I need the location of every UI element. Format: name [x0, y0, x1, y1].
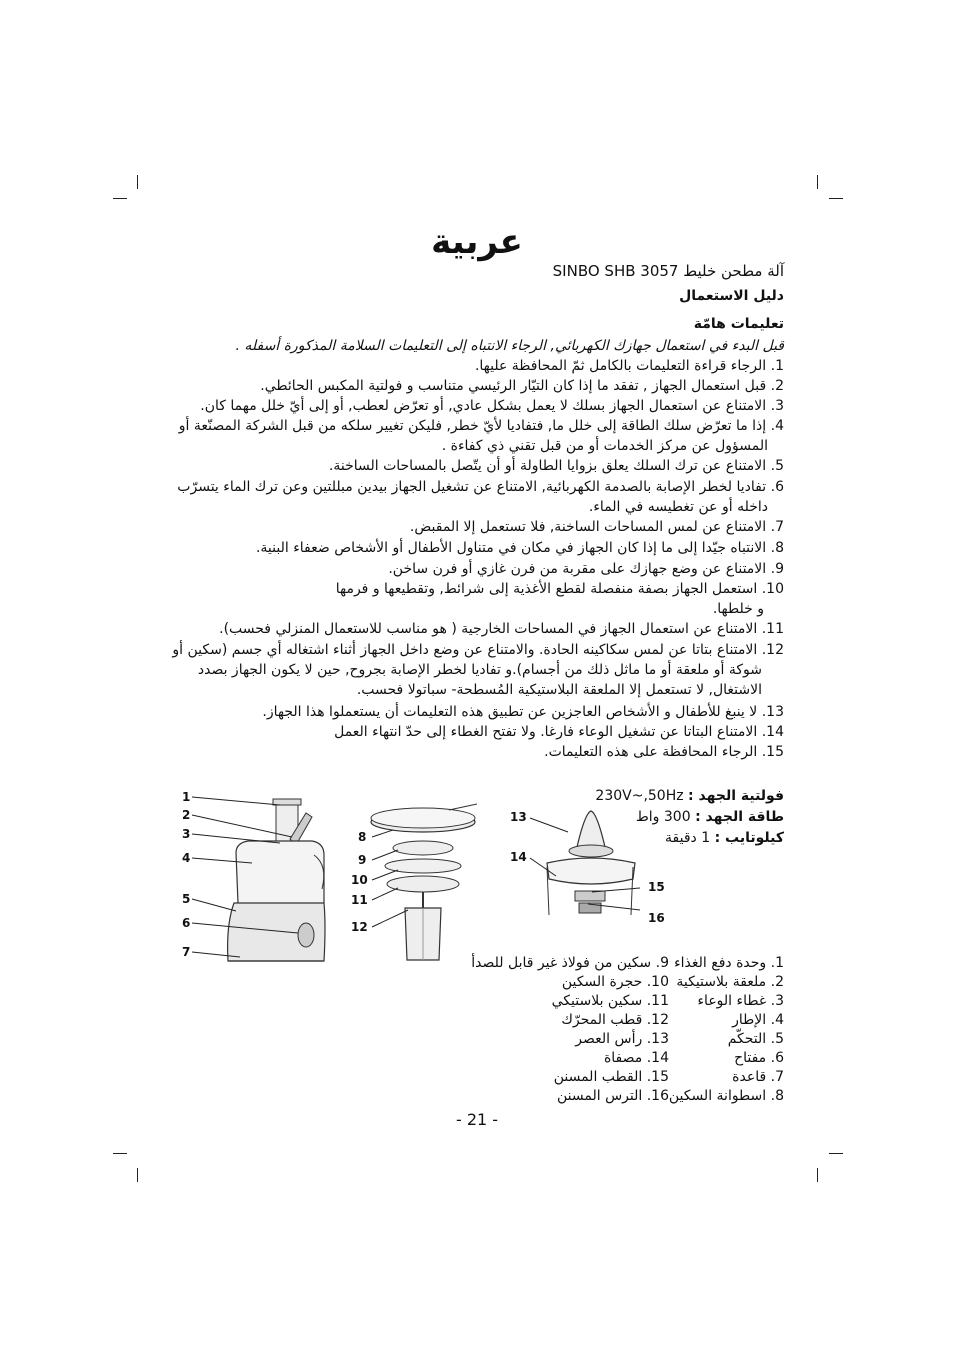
guide-heading: دليل الاستعمال [679, 288, 784, 304]
crop-mark [113, 1153, 127, 1154]
instruction-item: 7. الامتناع عن لمس المساحات الساخنة, فلا تستعمل إلا المقبض. [409, 519, 784, 535]
diagram-number: 10 [351, 873, 368, 887]
instruction-item: 8. الانتباه جيّدا إلى ما إذا كان الجهاز في مكان في متناول الأطفال أو الأشخاص ضعفاء البنية. [255, 540, 784, 556]
intro-text: قبل البدء في استعمال جهازك الكهربائي, الرجاء الانتباه إلى التعليمات السلامة المذكورة أسفله . [235, 338, 784, 354]
instruction-item: 11. الامتناع عن استعمال الجهاز في المساحات الخارجية ( هو مناسب للاستعمال المنزلي فحسب). [219, 621, 784, 637]
legend-item: 8. اسطوانة السكين [668, 1088, 784, 1104]
model-line: آلة مطحن خليط SINBO SHB 3057 [552, 262, 784, 280]
page-number: - 21 - [455, 1110, 499, 1129]
legend-item: 1. وحدة دفع الغذاء [674, 955, 784, 971]
crop-mark [829, 198, 843, 199]
instruction-item: 15. الرجاء المحافظة على هذه التعليمات. [544, 744, 784, 760]
page-title: عربية [431, 222, 523, 262]
legend-item: 5. التحكّم [727, 1031, 784, 1047]
diagram-number: 14 [510, 850, 527, 864]
instruction-item: 12. الامتناع بتاتا عن لمس سكاكينه الحادة. والامتناع عن وضع داخل الجهاز أثناء اشتغاله أي جسم (سكين أو [172, 642, 784, 658]
instruction-item: 6. تفاديا لخطر الإصابة بالصدمة الكهربائية, الامتناع عن تشغيل الجهاز بيدين مبللتين وعن ترك الماء يتسرّب [177, 479, 784, 495]
spec-voltage-label: فولتية الجهد : [688, 788, 784, 804]
spec-voltage [595, 788, 784, 804]
instruction-item: 13. لا ينبغ للأطفال و الأشخاص العاجزين عن تطبيق هذه التعليمات أن يستعملوا هذا الجهاز. [262, 704, 784, 720]
legend-item: 16. الترس المسنن [557, 1088, 669, 1104]
diagram-number: 15 [648, 880, 665, 894]
crop-mark [817, 1168, 818, 1182]
instruction-item: داخله أو عن تغطيسه في الماء. [588, 499, 768, 515]
legend-item: 13. رأس العصر [575, 1031, 669, 1047]
instruction-item: 1. الرجاء قراءة التعليمات بالكامل ثمّ المحافظة عليها. [474, 358, 784, 374]
spec-duration-value: 1 دقيقة [665, 830, 711, 846]
diagram-number: 7 [182, 945, 191, 959]
legend-item: 12. قطب المحرّك [561, 1012, 669, 1028]
instruction-item: 5. الامتناع عن ترك السلك يعلق بزوايا الطاولة أو أن يتّصل بالمساحات الساخنة. [328, 458, 784, 474]
instruction-item: المسؤول عن مركز الخدمات أو من قبل تقني ذي كفاءة . [441, 438, 768, 454]
legend-item: 9. سكين من فولاذ غير قابل للصدأ [471, 955, 669, 971]
legend-item: 10. حجرة السكين [561, 974, 669, 990]
crop-mark [113, 198, 127, 199]
legend-item: 6. مفتاح [734, 1050, 784, 1066]
spec-voltage-value: 230V~,50Hz [595, 788, 684, 804]
diagram-number: 3 [182, 827, 191, 841]
diagram-number: 4 [182, 851, 191, 865]
spec-power-value: 300 واط [635, 809, 691, 825]
crop-mark [137, 175, 138, 189]
legend-item: 3. غطاء الوعاء [697, 993, 784, 1009]
legend-item: 2. ملعقة بلاستيكية [676, 974, 784, 990]
crop-mark [137, 1168, 138, 1182]
legend-item: 15. القطب المسنن [553, 1069, 669, 1085]
diagram-number: 9 [358, 853, 367, 867]
instruction-item: 3. الامتناع عن استعمال الجهاز بسلك لا يعمل بشكل عادي, أو تعرّض لعطب, أو إلى أيّ خلل مهما كان. [200, 398, 784, 414]
diagram-number: 5 [182, 892, 191, 906]
legend-item: 7. قاعدة [732, 1069, 784, 1085]
instruction-item: 2. قبل استعمال الجهاز , تفقد ما إذا كان التيّار الرئيسي متناسب و فولتية المكبس الحائطي. [260, 378, 784, 394]
instruction-item: 10. استعمل الجهاز بصفة منفصلة لقطع الأغذية إلى شرائط, وتقطيعها و فرمها [335, 581, 784, 597]
spec-duration-label: كيلوتايب : [714, 830, 784, 846]
diagram-number: 1 [182, 790, 191, 804]
spec-power-label: طاقة الجهد : [695, 809, 784, 825]
juicer-leader-lines [510, 810, 650, 920]
legend-item: 4. الإطار [732, 1012, 784, 1028]
food-processor-leader-lines [180, 785, 310, 965]
diagram-number: 6 [182, 916, 191, 930]
crop-mark [829, 1153, 843, 1154]
legend-item: 11. سكين بلاستيكي [551, 993, 669, 1009]
instruction-item: 9. الامتناع عن وضع جهازك على مقربة من فرن غازي أو فرن ساخن. [388, 561, 784, 577]
spec-power [636, 809, 784, 825]
crop-mark [817, 175, 818, 189]
instructions-heading: تعليمات هامّة [693, 316, 784, 332]
instruction-item: 14. الامتناع البتاتا عن تشغيل الوعاء فارغا. ولا تفتح الغطاء إلى حدّ انتهاء العمل [334, 724, 784, 740]
legend-item: 14. مصفاة [603, 1050, 669, 1066]
instruction-item: شوكة أو ملعقة أو ما ماثل ذلك من أجسام).و تفاديا لخطر الإصابة بجروح, حين لا يكون الجهاز بصدد [197, 662, 762, 678]
diagram-number: 8 [358, 830, 367, 844]
blade-leader-lines [368, 830, 428, 930]
diagram-number: 16 [648, 911, 665, 925]
diagram-number: 2 [182, 808, 191, 822]
instruction-item: الاشتغال, لا تستعمل إلا الملعقة البلاستيكية المُسطحة- سباتولا فحسب. [356, 682, 762, 698]
diagram-number: 12 [351, 920, 368, 934]
instruction-item: 4. إذا ما تعرّض سلك الطاقة إلى خلل ما, فتفاديا لأيّ خطر, فليكن تغيير سلكه من قبل الشركة المصنّعة أو [178, 418, 784, 434]
instruction-item: و خلطها. [712, 601, 764, 617]
diagram-number: 11 [351, 893, 368, 907]
spec-duration [665, 830, 784, 846]
diagram-number: 13 [510, 810, 527, 824]
